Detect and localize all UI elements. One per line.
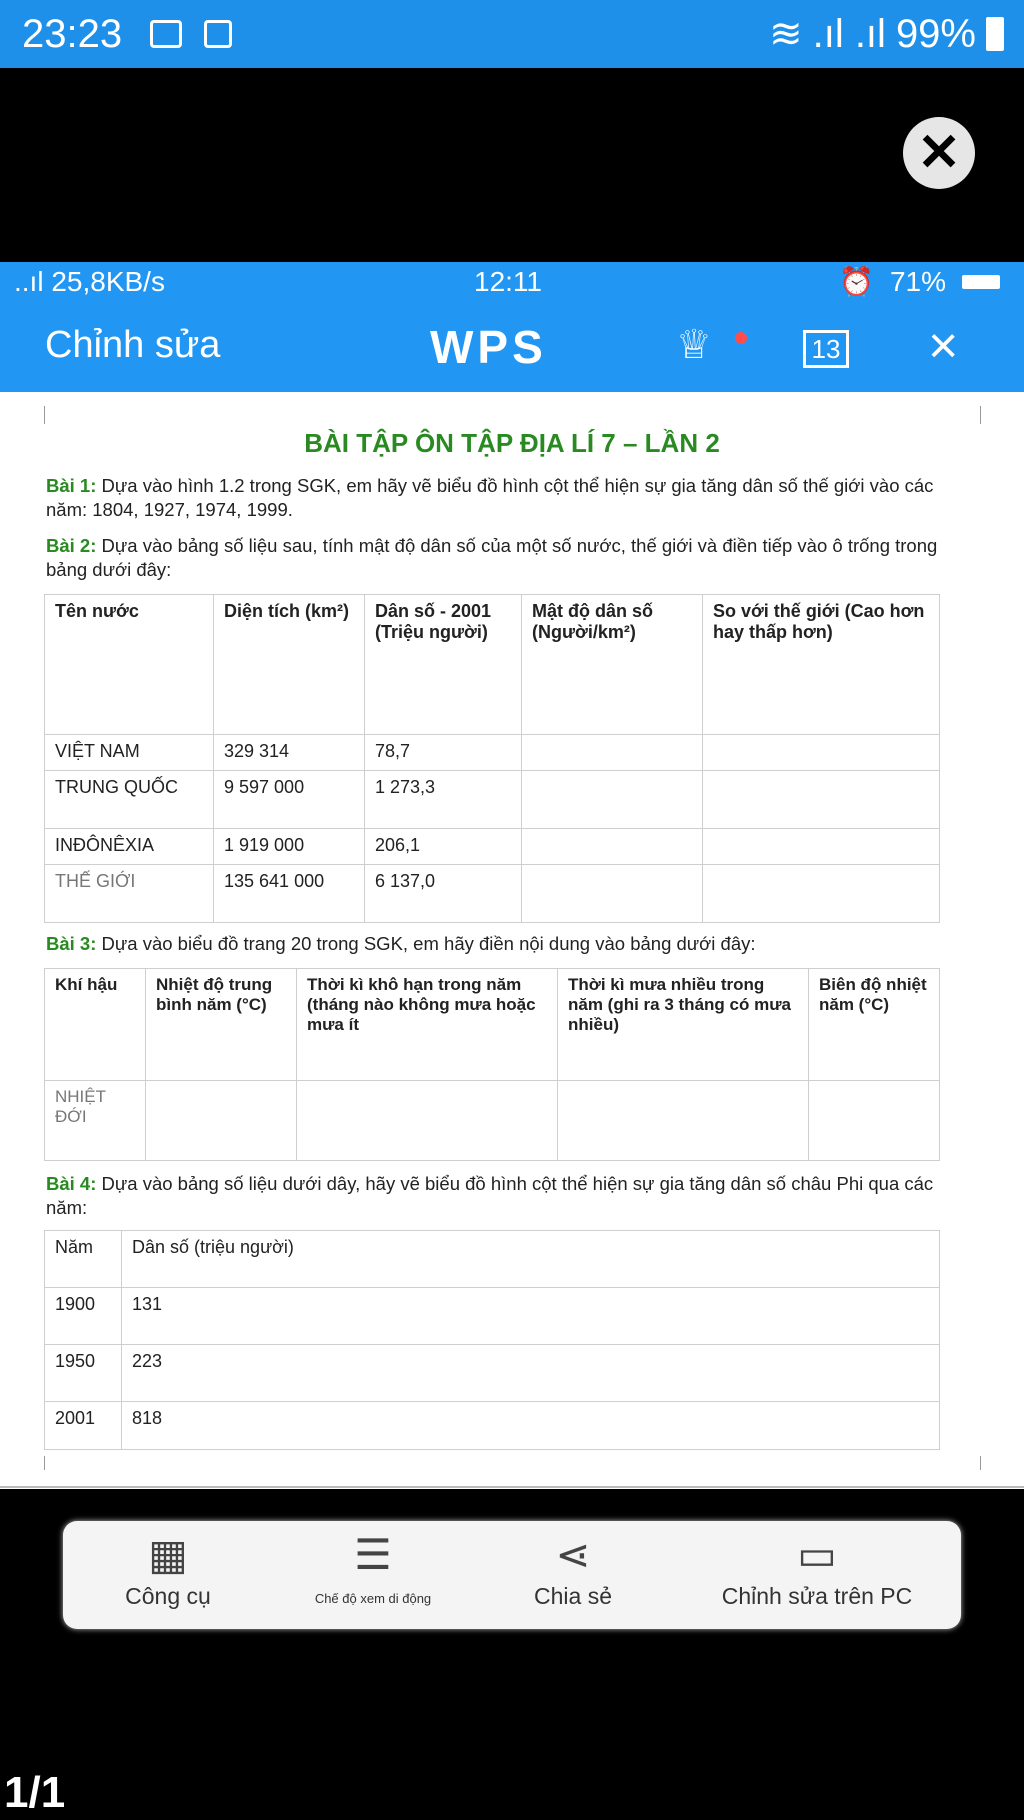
- table-row: [45, 1345, 940, 1402]
- exercise-2-text: Dựa vào bảng số liệu sau, tính mật độ dân số của một số nước, thế giới và điền tiếp vào ô trống trong bảng dưới đây:: [46, 535, 938, 580]
- table-cell[interactable]: [146, 1081, 297, 1161]
- page-corner-mark: [980, 1456, 981, 1470]
- wifi-icon: ≋: [769, 12, 803, 56]
- exercise-4-text: Dựa vào bảng số liệu dưới dây, hãy vẽ biểu đồ hình cột thể hiện sự gia tăng dân số châu Phi qua các năm:: [46, 1173, 934, 1218]
- edit-on-pc-button[interactable]: [673, 1521, 961, 1629]
- apps-icon: ▦: [148, 1531, 188, 1578]
- table-cell[interactable]: [703, 865, 940, 923]
- mobile-view-label: Chế độ xem di động: [314, 1591, 432, 1606]
- table-cell: 135 641 000: [214, 865, 365, 923]
- table-header: Dân số - 2001 (Triệu người): [365, 595, 522, 735]
- exercise-4: [46, 1172, 976, 1220]
- mobile-view-icon: ☰: [354, 1531, 392, 1578]
- table-cell: THẾ GIỚI: [45, 865, 214, 923]
- exercise-3-text: Dựa vào biểu đồ trang 20 trong SGK, em hãy điền nội dung vào bảng dưới đây:: [101, 933, 756, 954]
- network-speed: ..ıl 25,8KB/s: [14, 266, 165, 297]
- table-cell: 6 137,0: [365, 865, 522, 923]
- tools-label: Công cụ: [125, 1583, 211, 1609]
- table-cell[interactable]: [703, 771, 940, 829]
- table-cell: VIỆT NAM: [45, 735, 214, 771]
- tools-button[interactable]: [63, 1521, 273, 1629]
- table-row: [45, 1402, 940, 1450]
- monitor-icon: ▭: [797, 1531, 837, 1578]
- climate-table: [44, 968, 940, 1161]
- table-cell: 1950: [45, 1345, 122, 1402]
- table-cell[interactable]: [522, 771, 703, 829]
- battery-percent: 99%: [895, 12, 976, 56]
- table-cell: 78,7: [365, 735, 522, 771]
- app-toolbar: [0, 302, 1024, 392]
- table-cell: 329 314: [214, 735, 365, 771]
- close-icon[interactable]: ×: [928, 317, 959, 375]
- share-label: Chia sẻ: [534, 1583, 612, 1609]
- table-header: Tên nước: [45, 595, 214, 735]
- table-header: Khí hậu: [45, 969, 146, 1081]
- table-cell[interactable]: [297, 1081, 558, 1161]
- wps-logo: WPS: [430, 321, 547, 373]
- table-cell[interactable]: [703, 735, 940, 771]
- density-table: [44, 594, 940, 923]
- page-corner-mark: [44, 406, 45, 424]
- battery-icon: [986, 17, 1004, 51]
- page-count-button[interactable]: 13: [803, 330, 849, 368]
- inner-status-bar: [0, 262, 1024, 302]
- table-header: Nhiệt độ trung bình năm (°C): [146, 969, 297, 1081]
- exercise-2-label: Bài 2:: [46, 535, 97, 556]
- document-title: BÀI TẬP ÔN TẬP ĐỊA LÍ 7 – LẦN 2: [304, 428, 720, 458]
- table-cell: NHIỆT ĐỚI: [45, 1081, 146, 1161]
- table-header-row: [45, 1231, 940, 1288]
- page-corner-mark: [980, 406, 981, 424]
- signal-icon: .ıl .ıl: [812, 12, 886, 56]
- table-cell: 1 273,3: [365, 771, 522, 829]
- table-cell[interactable]: [809, 1081, 940, 1161]
- edit-on-pc-label: Chỉnh sửa trên PC: [721, 1583, 913, 1609]
- bottom-tools-panel: [63, 1521, 961, 1629]
- table-cell: 1900: [45, 1288, 122, 1345]
- exercise-4-label: Bài 4:: [46, 1173, 97, 1194]
- table-cell: 9 597 000: [214, 771, 365, 829]
- alarm-icon: ⏰: [839, 266, 874, 297]
- device-status-bar: [0, 0, 1024, 68]
- africa-population-table: [44, 1230, 940, 1450]
- table-row: [45, 1288, 940, 1345]
- table-cell[interactable]: [522, 829, 703, 865]
- table-row: [45, 771, 940, 829]
- table-row: [45, 735, 940, 771]
- status-right: [769, 8, 1004, 60]
- table-cell[interactable]: [558, 1081, 809, 1161]
- inner-battery-percent: 71%: [889, 266, 946, 297]
- table-cell[interactable]: [522, 735, 703, 771]
- table-header: So với thế giới (Cao hơn hay thấp hơn): [703, 595, 940, 735]
- inner-status-right: [839, 262, 1000, 302]
- table-header: Dân số (triệu người): [122, 1231, 940, 1288]
- status-time: 23:23: [22, 12, 123, 56]
- table-cell: 818: [122, 1402, 940, 1450]
- notification-dot: [735, 332, 747, 344]
- table-header: Mật độ dân số (Người/km²): [522, 595, 703, 735]
- table-header: Năm: [45, 1231, 122, 1288]
- table-header-row: [45, 969, 940, 1081]
- table-row: [45, 1081, 940, 1161]
- exercise-1: [46, 474, 976, 522]
- table-cell: INĐÔNÊXIA: [45, 829, 214, 865]
- table-header: Diện tích (km²): [214, 595, 365, 735]
- table-cell: 131: [122, 1288, 940, 1345]
- table-cell: 223: [122, 1345, 940, 1402]
- inner-status-time: 12:11: [474, 266, 542, 297]
- exercise-3-label: Bài 3:: [46, 933, 97, 954]
- close-viewer-button[interactable]: ✕: [903, 117, 975, 189]
- table-cell[interactable]: [703, 829, 940, 865]
- table-cell: 1 919 000: [214, 829, 365, 865]
- exercise-1-label: Bài 1:: [46, 475, 97, 496]
- crown-icon[interactable]: ♕: [676, 323, 712, 367]
- exercise-3: [46, 932, 976, 956]
- table-cell: TRUNG QUỐC: [45, 771, 214, 829]
- camera-notification-icon: [204, 20, 232, 48]
- table-header: Biên độ nhiệt năm (°C): [809, 969, 940, 1081]
- table-cell: 2001: [45, 1402, 122, 1450]
- table-header-row: [45, 595, 940, 735]
- table-cell[interactable]: [522, 865, 703, 923]
- inner-battery-icon: [962, 275, 1000, 289]
- mobile-view-button[interactable]: [273, 1521, 473, 1629]
- table-row: [45, 865, 940, 923]
- table-row: [45, 829, 940, 865]
- document-page: [0, 392, 1024, 1489]
- table-cell: 206,1: [365, 829, 522, 865]
- page-corner-mark: [44, 1456, 45, 1470]
- edit-title[interactable]: Chỉnh sửa: [45, 324, 221, 366]
- image-notification-icon: [150, 20, 182, 48]
- share-icon: ⋖: [555, 1531, 591, 1578]
- image-counter: 1/1: [4, 1768, 66, 1817]
- exercise-2: [46, 534, 976, 582]
- page-separator: [0, 1486, 1024, 1488]
- share-button[interactable]: [473, 1521, 673, 1629]
- table-header: Thời kì khô hạn trong năm (tháng nào không mưa hoặc mưa ít: [297, 969, 558, 1081]
- table-header: Thời kì mưa nhiều trong năm (ghi ra 3 tháng có mưa nhiều): [558, 969, 809, 1081]
- exercise-1-text: Dựa vào hình 1.2 trong SGK, em hãy vẽ biểu đồ hình cột thể hiện sự gia tăng dân số thế giới vào các năm: 1804, 1927, 1974, 1999.: [46, 475, 934, 520]
